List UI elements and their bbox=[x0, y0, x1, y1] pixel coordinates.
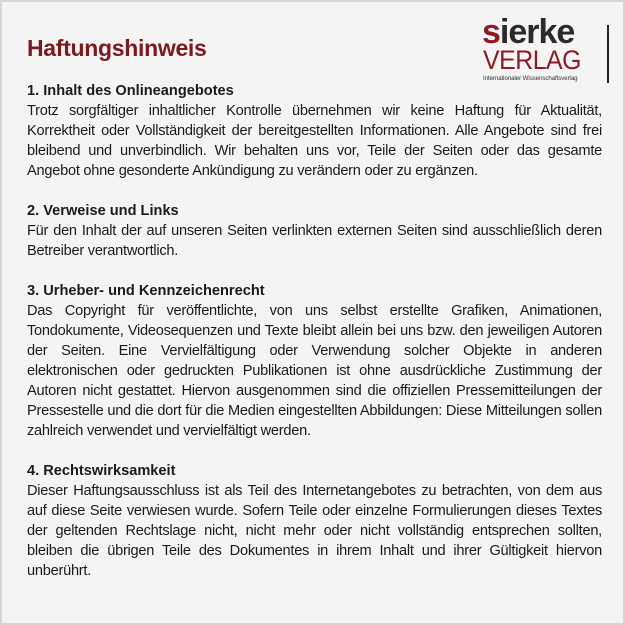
section-body: Für den Inhalt der auf unseren Seiten verlinkten externen Seiten sind ausschließlich deren Betreiber verantwortlich. bbox=[27, 223, 602, 259]
section-verweise bbox=[27, 201, 602, 261]
page-title: Haftungshinweis bbox=[27, 35, 207, 61]
section-heading: 3. Urheber- und Kennzeichenrecht bbox=[27, 283, 265, 299]
section-urheberrecht bbox=[27, 281, 602, 441]
logo-tagline: Internationaler Wissenschaftsverlag bbox=[483, 75, 578, 82]
logo-accent-letter: s bbox=[482, 13, 500, 51]
section-rechtswirksamkeit bbox=[27, 461, 602, 581]
section-inhalt bbox=[27, 81, 602, 181]
section-heading: 4. Rechtswirksamkeit bbox=[27, 463, 176, 479]
logo-word-rest: ierke bbox=[499, 13, 575, 51]
section-heading: 1. Inhalt des Onlineangebotes bbox=[27, 83, 234, 99]
logo-verlag-text: VERLAG bbox=[483, 45, 582, 75]
section-body: Trotz sorgfältiger inhaltlicher Kontrolle übernehmen wir keine Haftung für Aktualität, Korrektheit oder Vollständigkeit der bereitgestellten Informationen. Alle Angebote sind frei bleibend und unverbindlich. Wir behalten uns vor, Teile der Seiten oder das gesamte Angebot ohne gesonderte Ankündigung zu verändern oder zu ergänzen. bbox=[27, 103, 602, 179]
section-body: Das Copyright für veröffentlichte, von uns selbst erstellte Grafiken, Animationen, Tondokumente, Videosequenzen und Texte bleibt allein bei uns bzw. den jeweiligen Autoren der Seiten. Eine Vervielfältigung oder Verwendung solcher Objekte in anderen elektronischen oder gedruckten Publikationen ist ohne ausdrückliche Zustimmung der Autoren nicht gestattet. Hiervon ausgenommen sind die offiziellen Pressemitteilungen der Pressestelle und die dort für die Medien eingestellten Abbildungen: Diese Mitteilungen sollen zahlreich verwendet und vervielfältigt werden. bbox=[27, 303, 602, 439]
section-heading: 2. Verweise und Links bbox=[27, 203, 179, 219]
publisher-logo bbox=[482, 13, 612, 85]
disclaimer-content bbox=[27, 81, 602, 601]
section-body: Dieser Haftungsausschluss ist als Teil des Internetangebotes zu betrachten, von dem aus auf diese Seite verwiesen wurde. Sofern Teile oder einzelne Formulierungen dieses Textes der geltenden Rechtslage nicht, nicht mehr oder nicht vollständig entsprechen sollten, bleiben die übrigen Teile des Dokumentes in ihrem Inhalt und ihrer Gültigkeit hiervon unberührt. bbox=[27, 483, 602, 579]
logo-wordmark bbox=[482, 13, 575, 51]
logo-divider bbox=[607, 25, 609, 83]
